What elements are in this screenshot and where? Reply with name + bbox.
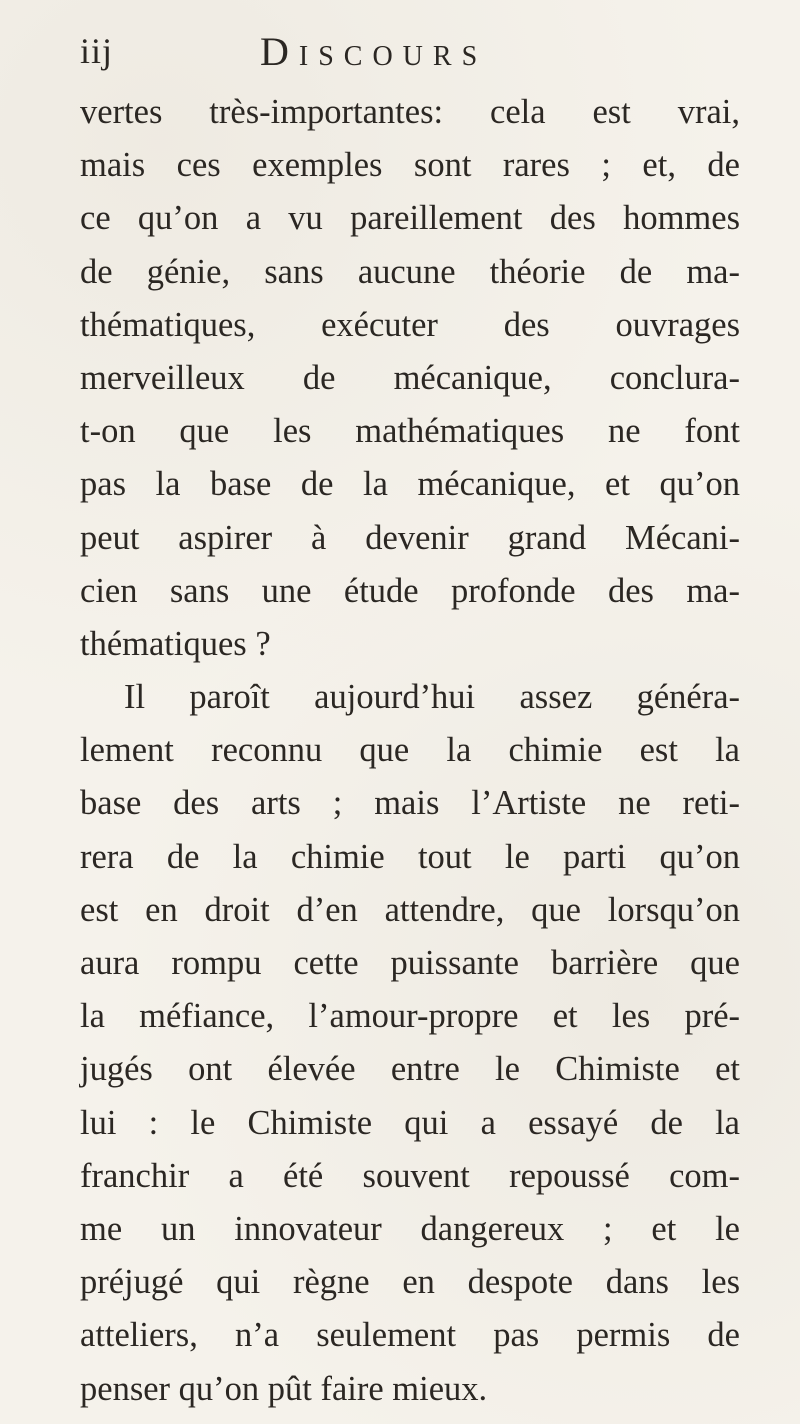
text-line: t-on que les mathématiques ne font xyxy=(80,412,740,451)
text-line: lement reconnu que la chimie est la xyxy=(80,731,740,770)
paragraph-end-line: thématiques ? xyxy=(80,624,271,663)
text-line: pas la base de la mécanique, et qu’on xyxy=(80,465,740,504)
text-line: rera de la chimie tout le parti qu’on xyxy=(80,837,740,876)
text-line: atteliers, n’a seulement pas permis de xyxy=(80,1316,740,1355)
text-line: lui : le Chimiste qui a essayé de la xyxy=(80,1103,740,1142)
page-number: iij xyxy=(80,31,114,71)
text-line: mais ces exemples sont rares ; et, de xyxy=(80,146,740,185)
text-line: aura rompu cette puissante barrière que xyxy=(80,944,740,982)
text-line: thématiques, exécuter des ouvrages xyxy=(80,305,740,344)
text-line: peut aspirer à devenir grand Mécani- xyxy=(80,518,740,557)
text-line: préjugé qui règne en despote dans les xyxy=(80,1263,740,1302)
running-title: Discours xyxy=(260,29,488,74)
text-line: est en droit d’en attendre, que lorsqu’on xyxy=(80,890,740,929)
text-line: la méfiance, l’amour-propre et les pré- xyxy=(80,997,740,1036)
text-line: base des arts ; mais l’Artiste ne reti- xyxy=(80,784,740,823)
text-line: franchir a été souvent repoussé com- xyxy=(80,1156,740,1195)
text-line: ce qu’on a vu pareillement des hommes xyxy=(80,199,740,238)
body-text xyxy=(80,86,740,1416)
text-line: jugés ont élevée entre le Chimiste et xyxy=(80,1050,740,1089)
text-line: de génie, sans aucune théorie de ma- xyxy=(80,252,740,291)
paragraph-start-line: Il paroît aujourd’hui assez généra- xyxy=(124,678,740,717)
paragraph-end-line: penser qu’on pût faire mieux. xyxy=(80,1369,488,1408)
text-line: vertes très-importantes: cela est vrai, xyxy=(80,93,740,131)
text-line: merveilleux de mécanique, conclura- xyxy=(80,358,740,397)
text-line: cien sans une étude profonde des ma- xyxy=(80,571,740,610)
running-head xyxy=(80,28,720,78)
text-line: me un innovateur dangereux ; et le xyxy=(80,1209,740,1248)
